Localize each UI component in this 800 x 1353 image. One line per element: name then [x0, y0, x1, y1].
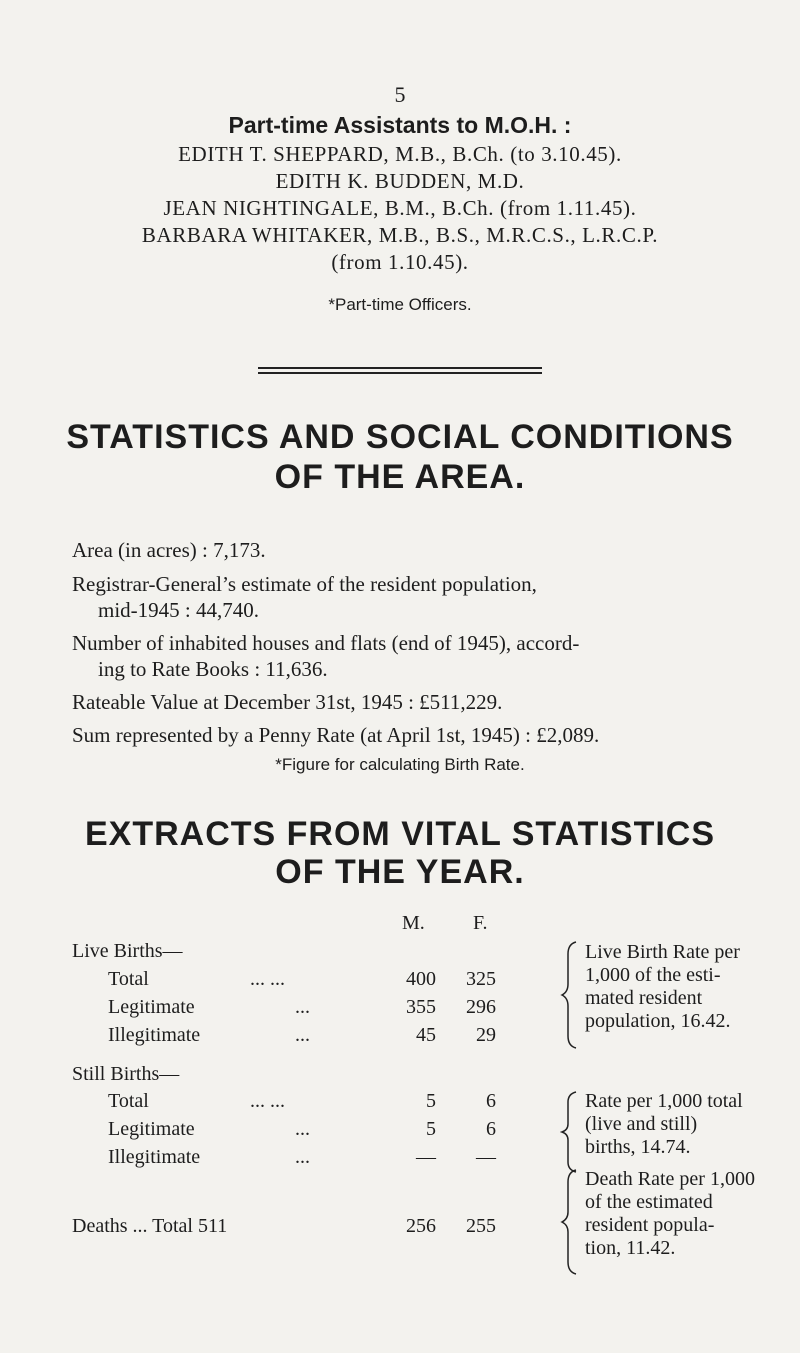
page-number: 5: [394, 82, 406, 107]
still-birth-rate-note: Rate per 1,000 total (live and still) births, 14.74.: [585, 1090, 743, 1158]
row-label: Legitimate: [108, 996, 195, 1018]
row-label: Total: [108, 968, 149, 990]
statistics-title: OF THE AREA.: [274, 458, 526, 496]
staff-line: EDITH K. BUDDEN, M.D.: [275, 169, 525, 193]
brace-icon: [560, 1090, 580, 1174]
value-m: —: [416, 1146, 436, 1168]
row-dots: ... ...: [250, 1090, 285, 1112]
staff-line: BARBARA WHITAKER, M.B., B.S., M.R.C.S., L.R.C.P.: [141, 223, 659, 247]
live-births-label: Live Births—: [72, 940, 183, 962]
staff-line: EDITH T. SHEPPARD, M.B., B.Ch. (to 3.10.45).: [178, 142, 622, 166]
population-line: Registrar-General’s estimate of the resident population,: [72, 572, 537, 596]
value-m: 45: [416, 1024, 436, 1046]
column-m-header: M.: [402, 912, 425, 934]
live-birth-rate-note: Live Birth Rate per 1,000 of the esti- mated resident population, 16.42.: [585, 941, 740, 1032]
value-f: 296: [466, 996, 496, 1018]
value-f: 325: [466, 968, 496, 990]
vital-title: EXTRACTS FROM VITAL STATISTICS: [84, 815, 716, 853]
value-m: 5: [426, 1118, 436, 1140]
row-label: Illegitimate: [108, 1024, 201, 1046]
population-line: mid-1945 : 44,740.: [98, 598, 259, 622]
staff-heading: Part-time Assistants to M.O.H. :: [228, 112, 572, 138]
row-label: Illegitimate: [108, 1146, 201, 1168]
rateable-line: Rateable Value at December 31st, 1945 : £511,229.: [72, 690, 503, 714]
value-m: 5: [426, 1090, 436, 1112]
value-m: 400: [406, 968, 436, 990]
staff-footnote: *Part-time Officers.: [328, 295, 472, 314]
still-births-label: Still Births—: [72, 1063, 180, 1085]
row-label: Total: [108, 1090, 149, 1112]
value-f: —: [476, 1146, 496, 1168]
statistics-footnote: *Figure for calculating Birth Rate.: [275, 755, 525, 774]
staff-line: JEAN NIGHTINGALE, B.M., B.Ch. (from 1.11.45).: [163, 196, 637, 220]
divider: [258, 372, 542, 374]
value-m: 355: [406, 996, 436, 1018]
value-f: 6: [486, 1118, 496, 1140]
value-f: 255: [466, 1215, 496, 1237]
value-f: 6: [486, 1090, 496, 1112]
row-dots: ... ...: [250, 968, 285, 990]
value-m: 256: [406, 1215, 436, 1237]
row-dots: ...: [295, 1146, 310, 1168]
column-f-header: F.: [473, 912, 488, 934]
value-f: 29: [476, 1024, 496, 1046]
statistics-title: STATISTICS AND SOCIAL CONDITIONS: [66, 418, 734, 456]
brace-icon: [560, 1168, 580, 1276]
death-rate-note: Death Rate per 1,000 of the estimated resident popula- tion, 11.42.: [585, 1168, 755, 1259]
brace-icon: [560, 940, 580, 1050]
staff-line: (from 1.10.45).: [331, 250, 469, 274]
row-dots: ...: [295, 1024, 310, 1046]
row-dots: ...: [295, 996, 310, 1018]
divider: [258, 367, 542, 369]
deaths-label: Deaths ... Total 511: [72, 1215, 228, 1237]
houses-line: ing to Rate Books : 11,636.: [98, 657, 328, 681]
houses-line: Number of inhabited houses and flats (end of 1945), accord-: [72, 631, 580, 655]
row-label: Legitimate: [108, 1118, 195, 1140]
penny-rate-line: Sum represented by a Penny Rate (at April 1st, 1945) : £2,089.: [72, 723, 600, 747]
area-line: Area (in acres) : 7,173.: [72, 538, 266, 562]
row-dots: ...: [295, 1118, 310, 1140]
vital-title: OF THE YEAR.: [275, 853, 525, 891]
